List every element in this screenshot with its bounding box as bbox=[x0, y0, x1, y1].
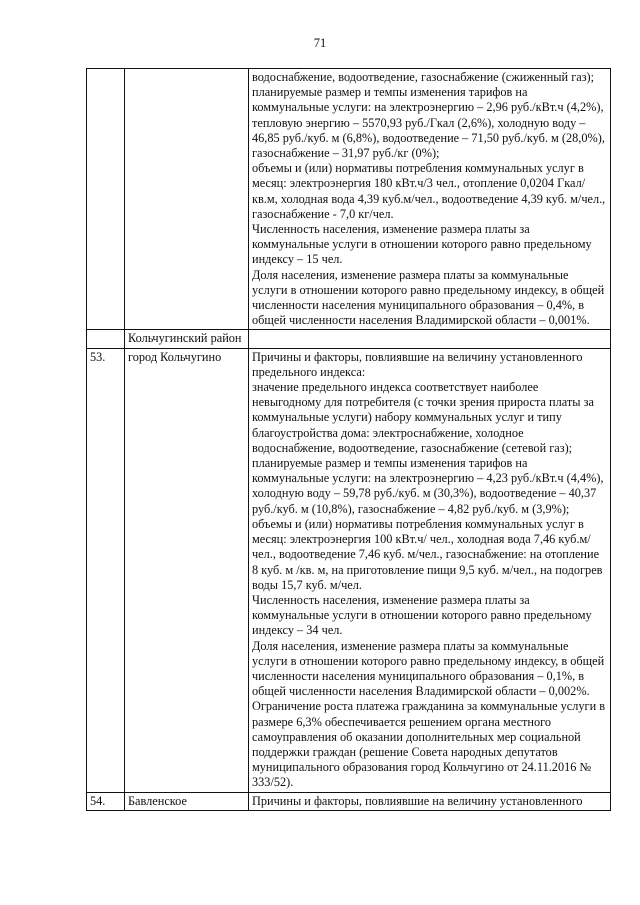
paragraph: объемы и (или) нормативы потребления коммунальных услуг в месяц: электроэнергия 180 кВт.ч/3 чел., отопление 0,0204 Гкал/кв.м, холодная вода 4,39 куб.м/чел., водоотведение 4,39 куб. м/чел., газоснабжение - 7,0 кг/чел. bbox=[252, 161, 606, 221]
table-row bbox=[87, 330, 611, 348]
description-cell bbox=[249, 792, 611, 810]
row-number-cell bbox=[87, 69, 125, 330]
table-row bbox=[87, 792, 611, 810]
paragraph: Причины и факторы, повлиявшие на величину установленного bbox=[252, 793, 583, 808]
row-number-cell: 54. bbox=[87, 792, 125, 810]
paragraph: Доля населения, изменение размера платы за коммунальные услуги в отношении которого равно предельному индексу, в общей численности населения муниципального образования – 0,4%, в общей численности населения Владимирской области – 0,001%. bbox=[252, 267, 605, 328]
paragraph: Причины и факторы, повлиявшие на величину установленного предельного индекса: bbox=[252, 349, 583, 379]
paragraph: планируемые размер и темпы изменения тарифов на коммунальные услуги: на электроэнергию – 4,23 руб./кВт.ч (4,4%), холодную воду – 59,78 руб./куб. м (30,3%), водоотведение – 40,37 руб./куб. м (10,8%), газоснабжение – 4,82 руб./куб. м (3,9%); bbox=[252, 456, 604, 516]
paragraph: Доля населения, изменение размера платы за коммунальные услуги в отношении которого равно предельному индексу, в общей численности населения муниципального образования – 0,1%, в общей численности населения Владимирской области – 0,002%. bbox=[252, 638, 605, 699]
table-row bbox=[87, 348, 611, 792]
district-heading-cell: Кольчугинский район bbox=[125, 330, 249, 348]
row-number-cell bbox=[87, 330, 125, 348]
municipality-cell bbox=[125, 69, 249, 330]
description-cell bbox=[249, 69, 611, 330]
description-cell bbox=[249, 330, 611, 348]
paragraph: планируемые размер и темпы изменения тарифов на коммунальные услуги: на электроэнергию – 2,96 руб./кВт.ч (4,2%), тепловую энергию – 5570,93 руб./Гкал (2,6%), холодную воду – 46,85 руб./куб. м (6,8%), водоотведение – 71,50 руб./куб. м (28,0%), газоснабжение – 31,97 руб./кг (0%); bbox=[252, 85, 605, 161]
paragraph: объемы и (или) нормативы потребления коммунальных услуг в месяц: электроэнергия 100 кВт.ч/ чел., холодная вода 7,46 куб.м/чел., водоотведение 7,46 куб. м/чел., газоснабжение: на отопление 8 куб. м /кв. м, на приготовление пищи 9,5 куб. м/чел., на подогрев воды 15,7 куб. м/чел. bbox=[252, 516, 603, 592]
municipality-cell: Бавленское bbox=[125, 792, 249, 810]
page-number: 71 bbox=[313, 36, 327, 50]
municipality-cell: город Кольчугино bbox=[125, 348, 249, 792]
paragraph: Численность населения, изменение размера платы за коммунальные услуги в отношении которого равно предельному индексу – 15 чел. bbox=[252, 222, 592, 267]
description-cell bbox=[249, 348, 611, 792]
paragraph: Ограничение роста платежа гражданина за коммунальные услуги в размере 6,3% обеспечивается решением органа местного самоуправления об оказании дополнительных мер социальной поддержки граждан (решение Совета народных депутатов муниципального образования город Кольчугино от 24.11.2016 № 333/52). bbox=[252, 699, 606, 790]
paragraph: Численность населения, изменение размера платы за коммунальные услуги в отношении которого равно предельному индексу – 34 чел. bbox=[252, 592, 592, 638]
table-row bbox=[87, 69, 611, 330]
row-number-cell: 53. bbox=[87, 348, 125, 792]
paragraph: значение предельного индекса соответствует наиболее невыгодному для потребителя (с точки зрения прироста платы за коммунальные услуги) набору коммунальных услуг и типу благоустройства дома: электроснабжение, холодное водоснабжение, водоотведение, газоснабжение (сетевой газ); bbox=[252, 380, 594, 455]
paragraph: водоснабжение, водоотведение, газоснабжение (сжиженный газ); bbox=[252, 70, 595, 84]
tariff-table bbox=[86, 68, 611, 811]
